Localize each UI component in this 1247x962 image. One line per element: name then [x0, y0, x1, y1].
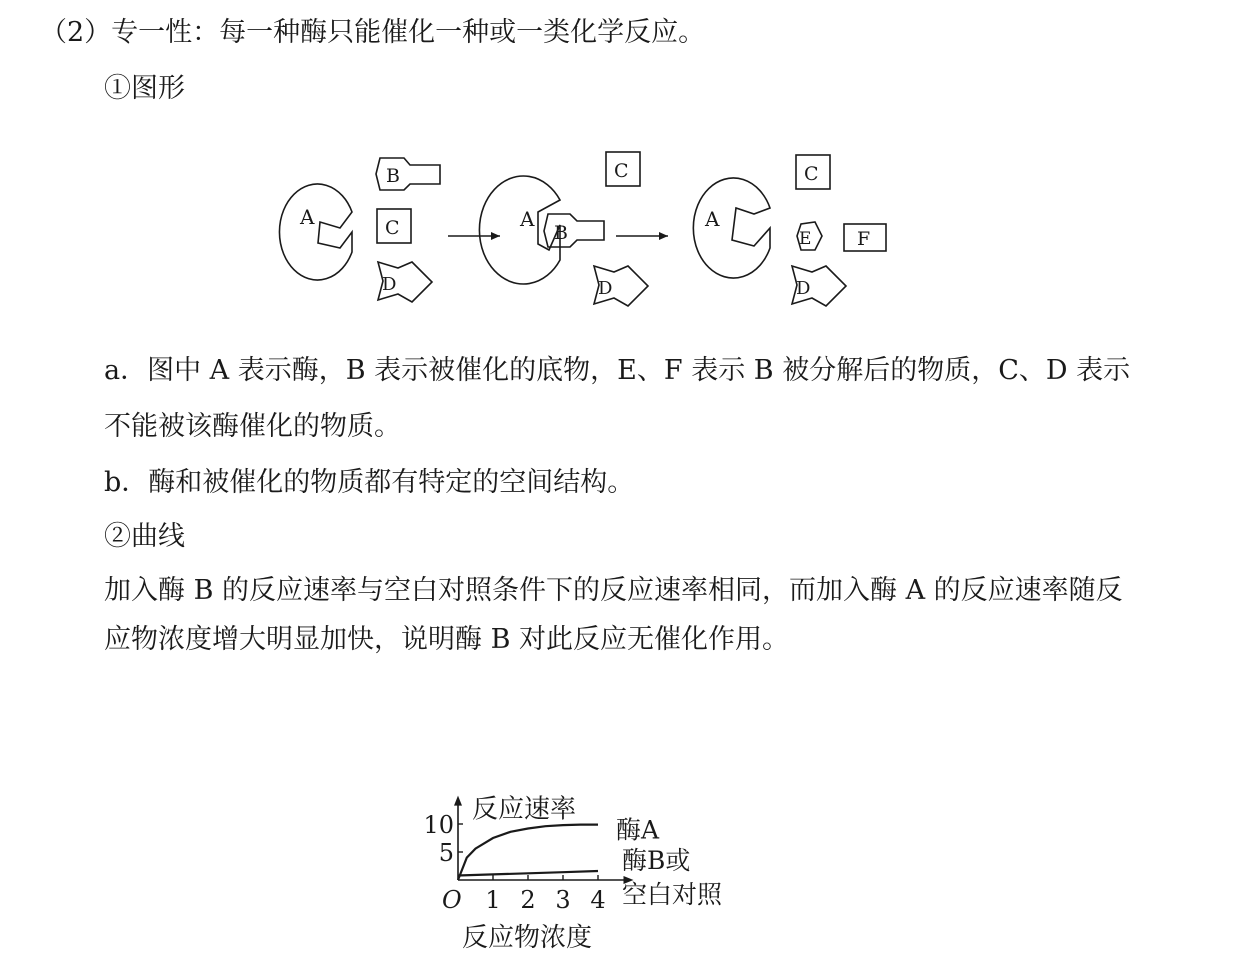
curve-paragraph-line2: 应物浓度增大明显加快，说明酶 B 对此反应无催化作用。 — [104, 624, 790, 655]
curve-subtitle: ②曲线 — [104, 521, 185, 552]
y-tick-label: 10 — [423, 811, 454, 839]
enzyme-a-label-2: A — [520, 207, 535, 231]
explanation-a-line1: a．图中 A 表示酶，B 表示被催化的底物，E、F 表示 B 被分解后的物质，C、D 表示 — [104, 355, 1131, 386]
molecule-c-label-3: C — [804, 163, 819, 185]
molecule-d-label-2: D — [598, 278, 613, 299]
series-enzyme-a-label: 酶A — [616, 815, 660, 845]
complex-b-label: B — [554, 222, 568, 244]
series-enzyme-b-label-line2: 空白对照 — [622, 880, 723, 910]
x-tick-label: 3 — [555, 886, 571, 914]
molecule-d-label-1: D — [382, 274, 397, 295]
molecule-d-label-3: D — [796, 278, 811, 299]
substrate-b-label: B — [386, 165, 400, 187]
curve-paragraph-line1: 加入酶 B 的反应速率与空白对照条件下的反应速率相同，而加入酶 A 的反应速率随反 — [104, 575, 1123, 606]
series-enzyme-b-line — [458, 871, 598, 876]
explanation-a-line2: 不能被该酶催化的物质。 — [104, 411, 401, 442]
y-axis-label: 反应速率 — [472, 794, 577, 825]
molecule-c-label-1: C — [385, 217, 400, 239]
x-tick-label: 4 — [590, 886, 606, 914]
origin-label: O — [442, 886, 462, 914]
x-axis-label: 反应物浓度 — [462, 923, 593, 953]
section-heading: （2）专一性：每一种酶只能催化一种或一类化学反应。 — [40, 17, 706, 48]
x-tick-label: 1 — [485, 886, 501, 914]
y-axis-arrow — [454, 796, 462, 806]
y-tick-label: 5 — [438, 839, 454, 867]
product-e-label: E — [799, 229, 812, 249]
figure-subtitle: ①图形 — [104, 73, 185, 104]
x-tick-label: 2 — [520, 886, 536, 914]
enzyme-a-label-1: A — [300, 205, 315, 229]
molecule-c-label-2: C — [614, 160, 629, 182]
series-enzyme-b-label-line1: 酶B或 — [622, 846, 691, 876]
explanation-b: b．酶和被催化的物质都有特定的空间结构。 — [104, 467, 635, 498]
enzyme-a-label-3: A — [705, 207, 720, 231]
product-f-label: F — [857, 228, 871, 250]
